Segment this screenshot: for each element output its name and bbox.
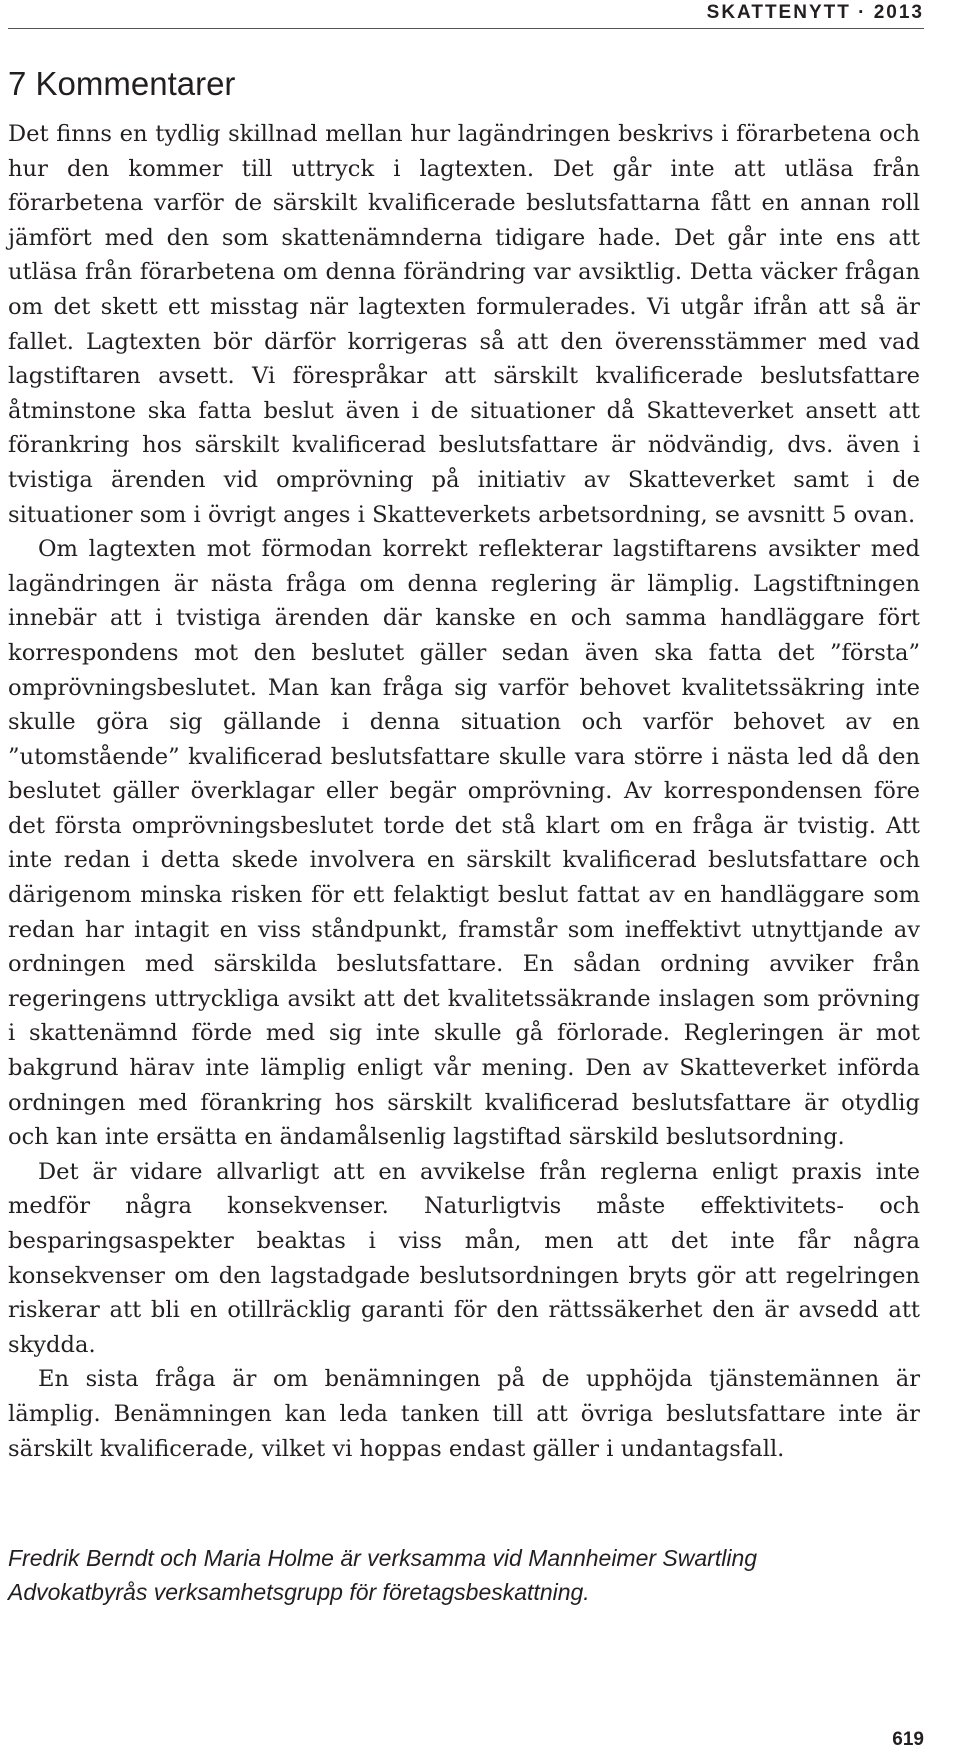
paragraph-1: Det finns en tydlig skillnad mellan hur lagändringen beskrivs i förarbetena och hur den kommer till uttryck i lagtexten. Det går inte att utläsa från förarbetena varför de särskilt kvalificerade beslutsfattarna fått en annan roll jämfört med den som skattenämnderna tidigare hade. Det går inte ens att utläsa från förarbetena om denna förändring var avsiktlig. Detta väcker frågan om det skett ett misstag när lagtexten formulerades. Vi utgår ifrån att så är fallet. Lagtexten bör därför korrigeras så att den överensstämmer med vad lagstiftaren avsett. Vi förespråkar att särskilt kvalificerade beslutsfattare åtminstone ska fatta beslut även i de situationer då Skatteverket ansett att förankring hos särskilt kvalificerad beslutsfattare är nödvändig, dvs. även i tvistiga ärenden vid omprövning på initiativ av Skatteverket samt i de situationer som i övrigt anges i Skatteverkets arbetsordning, se avsnitt 5 ovan. [8,121,920,528]
running-title: SKATTENYTT · 2013 [706,2,924,23]
paragraph-2: Om lagtexten mot förmodan korrekt reflekterar lagstiftarens avsikter med lagändringen är nästa fråga om denna reglering är lämplig. Lagstiftningen innebär att i tvistiga ärenden där kanske en och samma handläggare fört korrespondens mot den beslutet gäller sedan även ska fatta det ”första” omprövningsbeslutet. Man kan fråga sig varför behovet kvalitetssäkring inte skulle göra sig gällande i denna situation och varför behovet av en ”utomstående” kvalificerad beslutsfattare skulle vara större i nästa led då den beslutet gäller överklagar eller begär omprövning. Av korrespondensen före det första omprövningsbeslutet torde det stå klart om en fråga är tvistig. Att inte redan i detta skede involvera en särskilt kvalificerad beslutsfattare och därigenom minska risken för ett felaktigt beslut fattat av en handläggare som redan har intagit en viss ståndpunkt, framstår som ineffektivt utnyttjande av ordningen med särskilda beslutsfattare. En sådan ordning avviker från regeringens uttryckliga avsikt att det kvalitetssäkrande inslagen som prövning i skattenämnd förde med sig inte skulle gå förlorade. Regleringen är mot bakgrund härav inte lämplig enligt vår mening. Den av Skatteverket införda ordningen med förankring hos särskilt kvalificerad beslutsfattare är otydlig och kan inte ersätta en ändamålsenlig lagstiftad särskild beslutsordning. [8,536,920,1151]
section-heading: 7 Kommentarer [8,65,236,102]
article-body [8,117,920,1466]
page-number: 619 [892,1729,924,1750]
paragraph-3: Det är vidare allvarligt att en avvikelse från reglerna enligt praxis inte medför några konsekvenser. Naturligtvis måste effektivitets- och besparingsaspekter beaktas i viss mån, men att det inte får några konsekvenser om den lagstadgade beslutsordningen bryts gör att regelringen riskerar att bli en otillräcklig garanti för den rättssäkerhet den är avsedd att skydda. [8,1158,920,1358]
byline-line-1: Fredrik Berndt och Maria Holme är verksamma vid Mannheimer Swartling [8,1545,758,1571]
paragraph-4: En sista fråga är om benämningen på de upphöjda tjänstemännen är lämplig. Benämningen kan leda tanken till att övriga beslutsfattare inte är särskilt kvalificerade, vilket vi hoppas endast gäller i undantagsfall. [8,1366,920,1462]
header-rule [8,28,924,29]
author-byline [8,1541,928,1609]
byline-line-2: Advokatbyrås verksamhetsgrupp för företagsbeskattning. [8,1579,590,1605]
